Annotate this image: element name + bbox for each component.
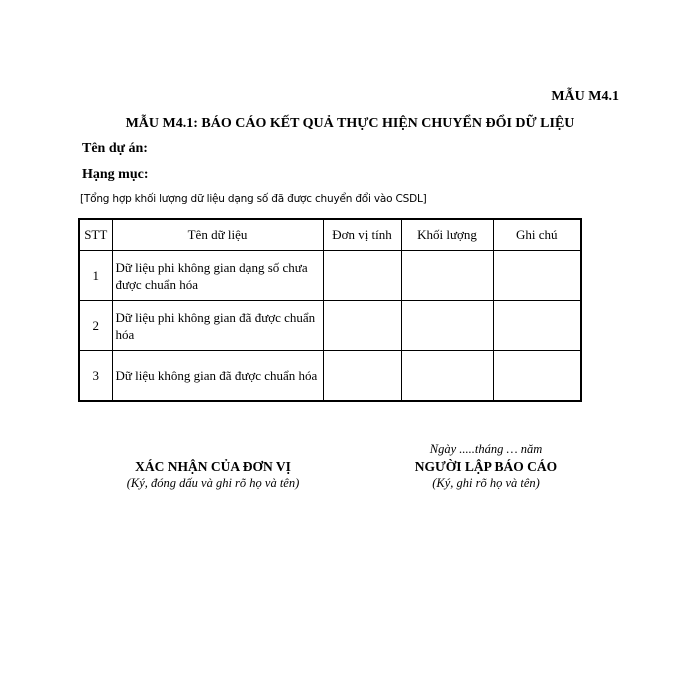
row-data-name: Dữ liệu phi không gian đã được chuẩn hóa [112,301,323,351]
table-note: [Tổng hợp khối lượng dữ liệu dạng số đã được chuyển đổi vào CSDL] [80,193,427,205]
item-field: Hạng mục: [82,167,149,182]
data-conversion-table [78,218,582,402]
document-title: MẪU M4.1: BÁO CÁO KẾT QUẢ THỰC HIỆN CHUYỂN ĐỔI DỮ LIỆU [125,116,575,131]
reporter-signature-block [386,441,586,492]
row-unit-cell[interactable] [323,351,401,402]
signature-date-line: Ngày .....tháng … năm [429,442,543,456]
signature-instruction: (Ký, đóng dấu và ghi rõ họ và tên) [126,476,300,490]
row-stt: 2 [79,301,112,351]
table-row [79,301,581,351]
unit-confirmation-signature-block [98,458,328,492]
row-stt: 1 [79,251,112,301]
row-data-name: Dữ liệu phi không gian dạng số chưa được chuẩn hóa [112,251,323,301]
project-name-field: Tên dự án: [82,141,148,156]
header-unit: Đơn vị tính [323,219,401,251]
row-note-cell[interactable] [493,301,581,351]
row-quantity-cell[interactable] [401,251,493,301]
row-stt: 3 [79,351,112,402]
form-code: MẪU M4.1 [551,89,619,104]
row-unit-cell[interactable] [323,301,401,351]
signature-instruction: (Ký, ghi rõ họ và tên) [432,476,540,490]
header-stt: STT [79,219,112,251]
signature-role: XÁC NHẬN CỦA ĐƠN VỊ [135,459,291,474]
signature-role: NGƯỜI LẬP BÁO CÁO [414,459,558,474]
row-quantity-cell[interactable] [401,351,493,402]
row-note-cell[interactable] [493,351,581,402]
row-data-name: Dữ liệu không gian đã được chuẩn hóa [112,351,323,402]
row-quantity-cell[interactable] [401,301,493,351]
header-note: Ghi chú [493,219,581,251]
table-header-row [79,219,581,251]
table-row [79,251,581,301]
table-row [79,351,581,402]
header-data-name: Tên dữ liệu [112,219,323,251]
header-quantity: Khối lượng [401,219,493,251]
row-unit-cell[interactable] [323,251,401,301]
row-note-cell[interactable] [493,251,581,301]
